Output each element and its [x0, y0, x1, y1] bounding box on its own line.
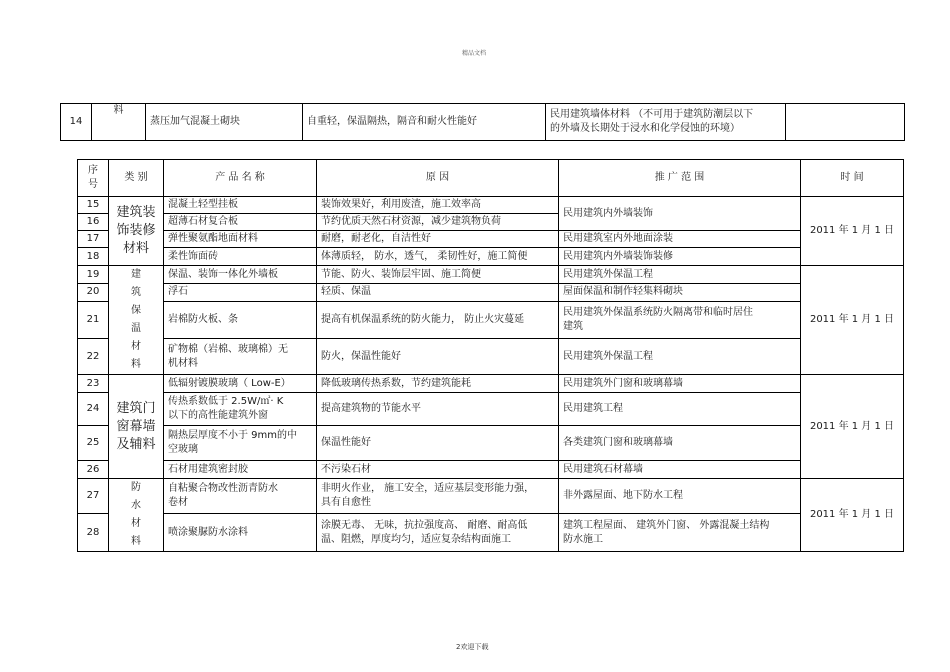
- reason-cell: 轻质、保温: [317, 284, 559, 301]
- category-cell: 料: [92, 104, 146, 141]
- table-row: [78, 426, 904, 461]
- product-table: [77, 159, 904, 552]
- table-row: [78, 479, 904, 514]
- product-cell: 混凝土轻型挂板: [164, 197, 317, 214]
- reason-cell: 耐磨，耐老化，自洁性好: [317, 231, 559, 248]
- row-number: 21: [78, 301, 109, 339]
- scope-cell: 民用建筑内外墙装饰: [559, 197, 801, 231]
- scope-cell: 民用建筑室内外地面涂装: [559, 231, 801, 248]
- scope-cell: 民用建筑内外墙装饰装修: [559, 248, 801, 266]
- table-row: [78, 284, 904, 301]
- product-cell: 自粘聚合物改性沥青防水 卷材: [164, 479, 317, 514]
- product-cell: 低辐射镀膜玻璃（ Low-E）: [164, 375, 317, 393]
- header-scope: 推 广 范 围: [559, 160, 801, 197]
- reason-cell: 体薄质轻， 防水，透气， 柔韧性好，施工简便: [317, 248, 559, 266]
- category-cell: 建 筑 保 温 材 料: [109, 266, 164, 375]
- row-number: 24: [78, 393, 109, 426]
- table-row: [61, 104, 905, 141]
- table-row: [78, 248, 904, 266]
- time-cell: 2011 年 1 月 1 日: [801, 266, 904, 375]
- reason-cell: 提高有机保温系统的防火能力， 防止火灾蔓延: [317, 301, 559, 339]
- page-footer: 2欢迎下载: [456, 643, 489, 651]
- reason-cell: 防火，保温性能好: [317, 339, 559, 375]
- category-cell: 建筑装 饰装修 材料: [109, 197, 164, 266]
- row-number: 15: [78, 197, 109, 214]
- product-cell: 蒸压加气混凝土砌块: [146, 104, 303, 141]
- reason-cell: 涂膜无毒、 无味，抗拉强度高、 耐磨、耐高低 温、阻燃，厚度均匀，适应复杂结构面施工: [317, 514, 559, 552]
- scope-cell: 各类建筑门窗和玻璃幕墙: [559, 426, 801, 461]
- reason-cell: 提高建筑物的节能水平: [317, 393, 559, 426]
- reason-cell: 保温性能好: [317, 426, 559, 461]
- row-number: 28: [78, 514, 109, 552]
- product-cell: 矿物棉（岩棉、玻璃棉）无 机材料: [164, 339, 317, 375]
- product-cell: 超薄石材复合板: [164, 214, 317, 231]
- table-row: [78, 514, 904, 552]
- row-number: 19: [78, 266, 109, 284]
- product-cell: 柔性饰面砖: [164, 248, 317, 266]
- product-cell: 传热系数低于 2.5W/㎡· K 以下的高性能建筑外窗: [164, 393, 317, 426]
- scope-cell: 建筑工程屋面、 建筑外门窗、 外露混凝土结构 防水施工: [559, 514, 801, 552]
- row-number: 17: [78, 231, 109, 248]
- product-cell: 弹性聚氨酯地面材料: [164, 231, 317, 248]
- reason-cell: 节约优质天然石材资源，减少建筑物负荷: [317, 214, 559, 231]
- scope-cell: 民用建筑墙体材料 （不可用于建筑防潮层以下 的外墙及长期处于浸水和化学侵蚀的环境）: [546, 104, 786, 141]
- table-row: [78, 197, 904, 214]
- product-cell: 石材用建筑密封胶: [164, 461, 317, 479]
- row-number: 26: [78, 461, 109, 479]
- scope-cell: 民用建筑外保温工程: [559, 339, 801, 375]
- table-row: [78, 231, 904, 248]
- time-cell: 2011 年 1 月 1 日: [801, 479, 904, 552]
- row-number: 18: [78, 248, 109, 266]
- scope-cell: 非外露屋面、地下防水工程: [559, 479, 801, 514]
- table-row: [78, 266, 904, 284]
- continuation-table: [60, 103, 905, 141]
- product-cell: 保温、装饰一体化外墙板: [164, 266, 317, 284]
- product-cell: 喷涂聚脲防水涂料: [164, 514, 317, 552]
- reason-cell: 节能、防火、装饰层牢固、施工简便: [317, 266, 559, 284]
- header-product: 产 品 名 称: [164, 160, 317, 197]
- reason-cell: 自重轻，保温隔热，隔音和耐火性能好: [303, 104, 546, 141]
- row-number: 20: [78, 284, 109, 301]
- row-number: 27: [78, 479, 109, 514]
- table-row: [78, 393, 904, 426]
- time-cell: 2011 年 1 月 1 日: [801, 197, 904, 266]
- scope-cell: 民用建筑外保温工程: [559, 266, 801, 284]
- product-cell: 岩棉防火板、条: [164, 301, 317, 339]
- reason-cell: 装饰效果好，利用废渣，施工效率高: [317, 197, 559, 214]
- header-reason: 原 因: [317, 160, 559, 197]
- scope-cell: 民用建筑外保温系统防火隔离带和临时居住 建筑: [559, 301, 801, 339]
- row-number: 22: [78, 339, 109, 375]
- reason-cell: 非明火作业， 施工安全，适应基层变形能力强， 具有自愈性: [317, 479, 559, 514]
- reason-cell: 不污染石材: [317, 461, 559, 479]
- header-time: 时 间: [801, 160, 904, 197]
- row-number: 25: [78, 426, 109, 461]
- row-number: 23: [78, 375, 109, 393]
- row-number: 14: [61, 104, 92, 141]
- product-cell: 浮石: [164, 284, 317, 301]
- scope-cell: 民用建筑外门窗和玻璃幕墙: [559, 375, 801, 393]
- table-row: [78, 301, 904, 339]
- header-category: 类 别: [109, 160, 164, 197]
- time-cell: 2011 年 1 月 1 日: [801, 375, 904, 479]
- scope-cell: 民用建筑工程: [559, 393, 801, 426]
- table-row: [78, 375, 904, 393]
- scope-cell: 屋面保温和制作轻集料砌块: [559, 284, 801, 301]
- page-header: 精品文档: [462, 50, 487, 57]
- category-cell: 建筑门 窗幕墙 及辅料: [109, 375, 164, 479]
- product-cell: 隔热层厚度不小于 9mm的中 空玻璃: [164, 426, 317, 461]
- table-row: [78, 461, 904, 479]
- time-cell: [786, 104, 905, 141]
- reason-cell: 降低玻璃传热系数，节约建筑能耗: [317, 375, 559, 393]
- table-row: [78, 339, 904, 375]
- table-header-row: [78, 160, 904, 197]
- header-num: 序 号: [78, 160, 109, 197]
- category-cell: 防 水 材 料: [109, 479, 164, 552]
- row-number: 16: [78, 214, 109, 231]
- scope-cell: 民用建筑石材幕墙: [559, 461, 801, 479]
